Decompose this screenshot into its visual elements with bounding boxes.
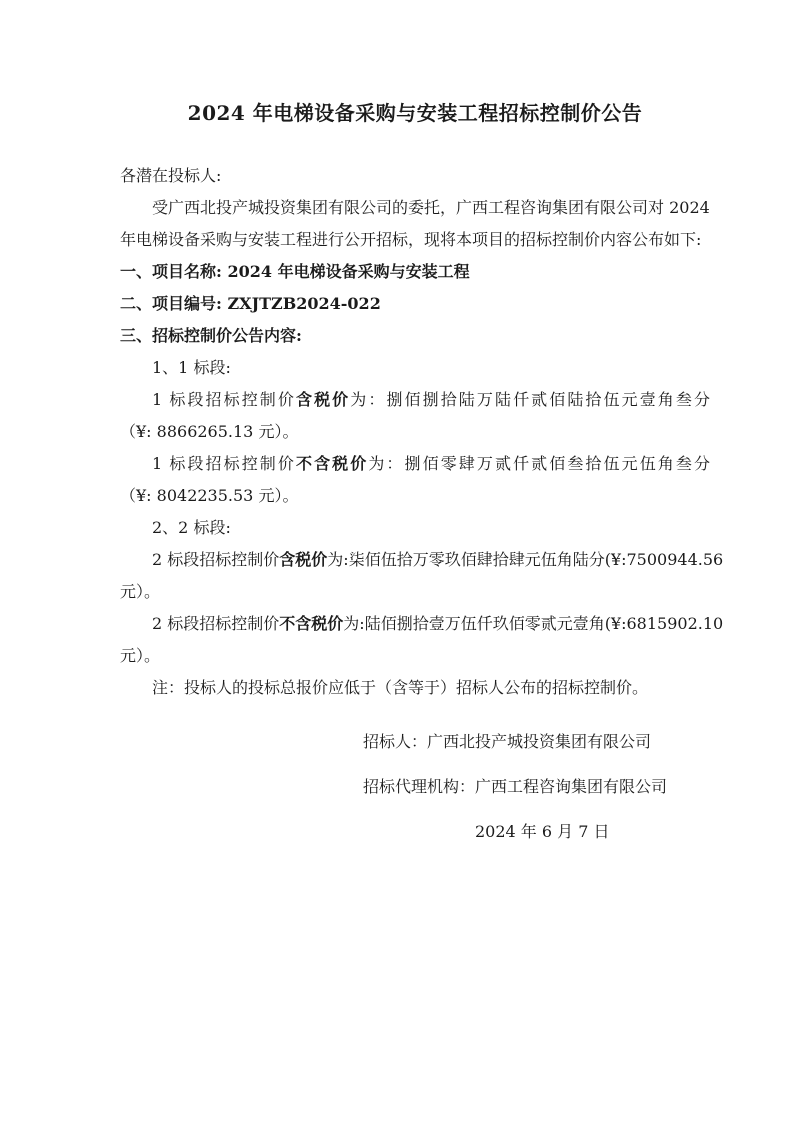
- signature-block: [120, 719, 710, 854]
- section2-tax-bold-term: 含税价: [279, 550, 328, 569]
- date-line: 2024 年 6 月 7 日: [475, 822, 610, 841]
- content-heading-line: 三、招标控制价公告内容:: [120, 326, 302, 345]
- intro-line-2: 年电梯设备采购与安装工程进行公开招标，现将本项目的招标控制价内容公布如下:: [120, 230, 702, 249]
- section1-tax-amount-line: （¥: 8866265.13 元）。: [120, 422, 299, 441]
- document-title: 2024 年电梯设备采购与安装工程招标控制价公告: [187, 101, 643, 125]
- section1-tax-price-line: [120, 384, 710, 416]
- section1-tax-prefix: 1 标段招标控制价: [152, 390, 296, 409]
- section1-notax-amount-line: （¥: 8042235.53 元）。: [120, 486, 299, 505]
- section2-notax-words: 为:陆佰捌拾壹万伍仟玖佰零贰元壹角(¥:6815902.10: [343, 614, 724, 633]
- section1-heading: 1、1 标段:: [152, 358, 231, 377]
- salutation-line: 各潜在投标人:: [120, 166, 222, 185]
- section2-heading: 2、2 标段:: [152, 518, 231, 537]
- project-number-line: 二、项目编号: ZXJTZB2024-022: [120, 294, 381, 313]
- section2-tax-words: 为:柒佰伍拾万零玖佰肆拾肆元伍角陆分(¥:7500944.56: [327, 550, 724, 569]
- document-body: [120, 0, 724, 854]
- section1-notax-price-line: [120, 448, 710, 480]
- section1-tax-bold-term: 含税价: [295, 390, 351, 409]
- section2-notax-continuation-line: 元）。: [120, 646, 161, 665]
- section1-notax-words: 为：捌佰零肆万贰仟贰佰叁拾伍元伍角叁分: [368, 454, 710, 473]
- section2-tax-continuation-line: 元）。: [120, 582, 161, 601]
- section2-tax-prefix: 2 标段招标控制价: [152, 550, 280, 569]
- project-name-line: 一、项目名称: 2024 年电梯设备采购与安装工程: [120, 262, 470, 281]
- section2-notax-price-line: [120, 608, 724, 640]
- section2-notax-prefix: 2 标段招标控制价: [152, 614, 280, 633]
- tenderer-line: 招标人：广西北投产城投资集团有限公司: [363, 732, 652, 751]
- section2-tax-price-line: [120, 544, 724, 576]
- intro-line-1: 受广西北投产城投资集团有限公司的委托，广西工程咨询集团有限公司对 2024: [152, 198, 710, 217]
- agency-line: 招标代理机构：广西工程咨询集团有限公司: [363, 777, 668, 796]
- section2-notax-bold-term: 不含税价: [279, 614, 344, 633]
- section1-notax-bold-term: 不含税价: [295, 454, 369, 473]
- note-line: 注：投标人的投标总报价应低于（含等于）招标人公布的招标控制价。: [152, 678, 649, 697]
- section1-notax-prefix: 1 标段招标控制价: [152, 454, 296, 473]
- section1-tax-words: 为：捌佰捌拾陆万陆仟贰佰陆拾伍元壹角叁分: [350, 390, 710, 409]
